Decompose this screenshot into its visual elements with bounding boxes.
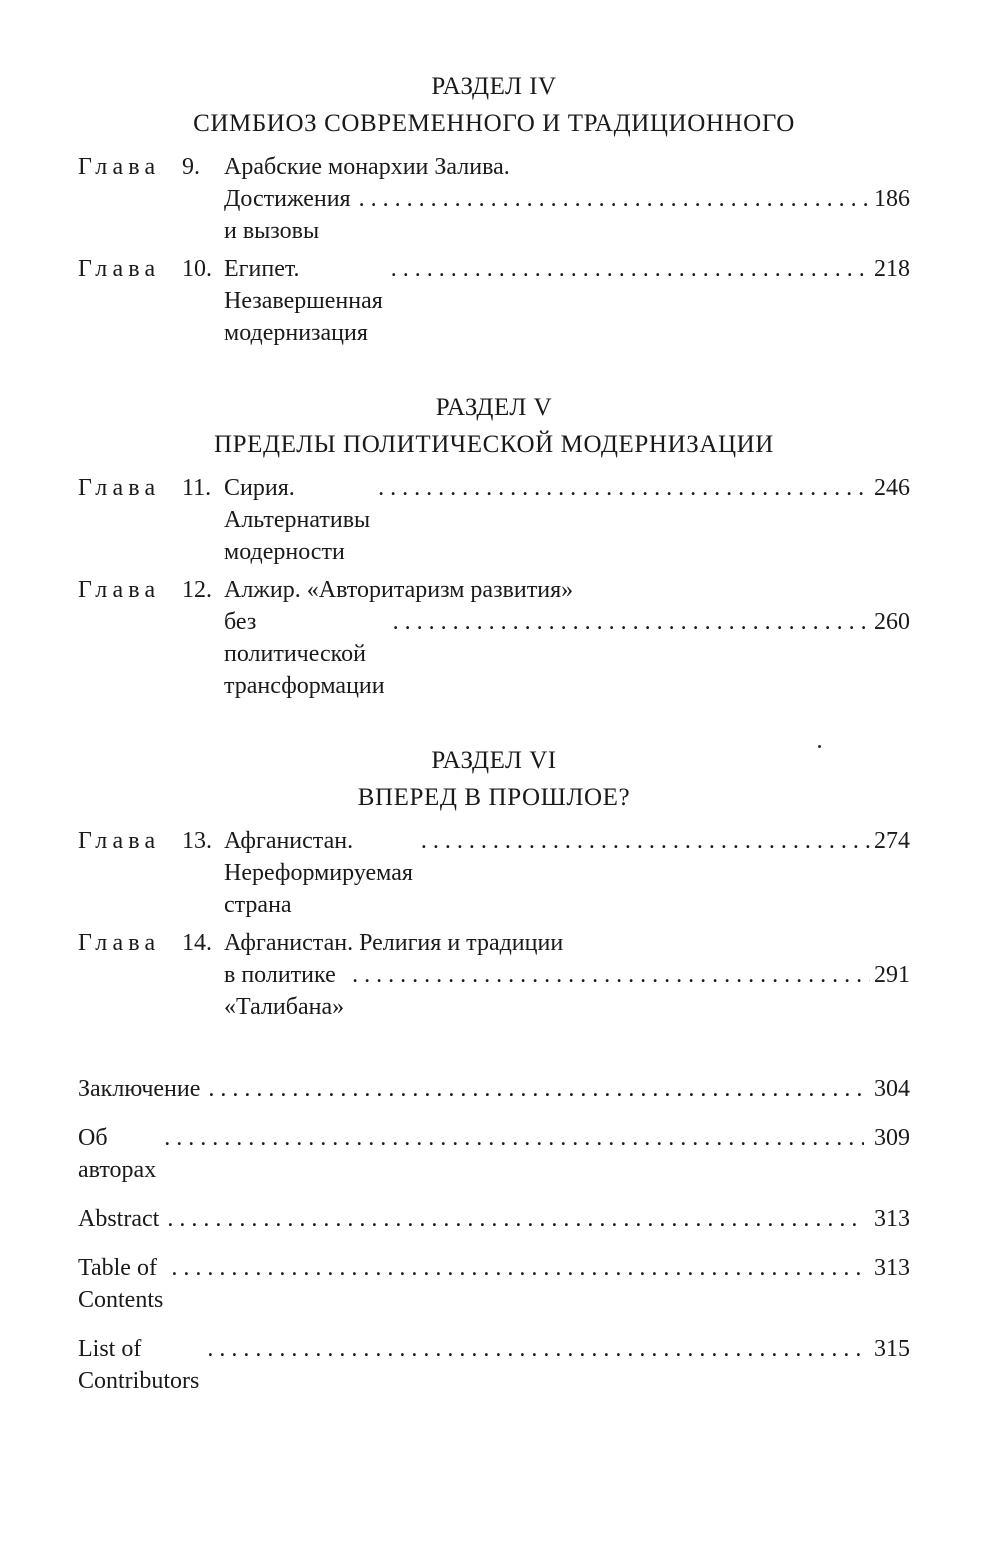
toc-chapter	[78, 472, 910, 568]
toc-section	[78, 744, 910, 1023]
section-title: ВПЕРЕД В ПРОШЛОЕ?	[357, 784, 631, 811]
back-matter-item	[78, 1203, 910, 1235]
page-number: 246	[874, 475, 910, 501]
page-number: 186	[874, 186, 910, 212]
chapter-number: 11.	[182, 475, 212, 501]
chapter-title-line: Алжир. «Авторитаризм развития»	[224, 577, 574, 603]
back-matter-item	[78, 1333, 910, 1397]
chapter-title-line: Египет. Незавершенная модернизация	[224, 256, 383, 346]
page-number: 291	[874, 962, 910, 988]
chapter-line	[224, 606, 910, 702]
page-number: 309	[874, 1125, 910, 1151]
chapter-word: Глава	[78, 930, 161, 956]
chapter-body	[224, 927, 910, 1023]
page-number: 313	[874, 1206, 910, 1232]
chapter-word: Глава	[78, 154, 161, 180]
chapter-body	[224, 472, 910, 568]
chapter-title-line: Достижения и вызовы	[224, 186, 351, 244]
chapter-word: Глава	[78, 577, 161, 603]
toc-chapter	[78, 253, 910, 349]
dot-leader	[391, 253, 870, 285]
chapter-title-line: Сирия. Альтернативы модерности	[224, 475, 371, 565]
chapter-line	[224, 253, 910, 349]
dot-leader	[167, 1203, 864, 1235]
chapter-line	[224, 927, 910, 959]
page-number: 313	[874, 1255, 910, 1281]
back-matter-item	[78, 1122, 910, 1186]
section-number: РАЗДЕЛ IV	[431, 73, 557, 100]
chapter-title-line: Афганистан. Нереформируемая страна	[224, 828, 413, 918]
back-matter-item	[78, 1073, 910, 1105]
chapter-body	[224, 253, 910, 349]
chapter-word: Глава	[78, 475, 161, 501]
back-matter-title: Заключение	[78, 1076, 201, 1102]
page-number: 304	[874, 1076, 910, 1102]
section-number: РАЗДЕЛ V	[435, 394, 553, 421]
toc-page	[78, 70, 910, 1414]
chapter-title-line: без политической трансформации	[224, 609, 385, 699]
back-matter-title: Abstract	[78, 1206, 160, 1232]
back-matter	[78, 1073, 910, 1397]
page-number: 274	[874, 828, 910, 854]
chapter-number: 14.	[182, 930, 212, 956]
page-number: 260	[874, 609, 910, 635]
chapter-number: 10.	[182, 256, 212, 282]
page-number: 218	[874, 256, 910, 282]
chapter-number: 12.	[182, 577, 212, 603]
dot-leader	[352, 959, 870, 991]
chapter-title-line: Арабские монархии Залива.	[224, 154, 510, 180]
scan-speck	[818, 745, 821, 748]
toc-section	[78, 391, 910, 702]
section-number: РАЗДЕЛ VI	[431, 747, 557, 774]
toc-chapter	[78, 574, 910, 702]
chapter-line	[224, 825, 910, 921]
chapter-line	[224, 183, 910, 247]
chapter-line	[224, 472, 910, 568]
section-title: СИМБИОЗ СОВРЕМЕННОГО И ТРАДИЦИОННОГО	[193, 110, 795, 137]
page-number: 315	[874, 1336, 910, 1362]
toc-section	[78, 70, 910, 349]
chapter-word: Глава	[78, 828, 161, 854]
dot-leader	[208, 1073, 864, 1105]
dot-leader	[378, 472, 870, 504]
back-matter-title: List of Contributors	[78, 1336, 200, 1394]
toc-chapter	[78, 825, 910, 921]
chapter-number: 13.	[182, 828, 212, 854]
section-title: ПРЕДЕЛЫ ПОЛИТИЧЕСКОЙ МОДЕРНИЗАЦИИ	[214, 431, 774, 458]
chapter-body	[224, 151, 910, 247]
back-matter-title: Table of Contents	[78, 1255, 164, 1313]
dot-leader	[359, 183, 870, 215]
chapter-body	[224, 825, 910, 921]
chapter-line	[224, 959, 910, 1023]
dot-leader	[421, 825, 870, 857]
chapter-line	[224, 151, 910, 183]
toc-chapter	[78, 927, 910, 1023]
dot-leader	[207, 1333, 864, 1365]
back-matter-item	[78, 1252, 910, 1316]
chapter-title-line: Афганистан. Религия и традиции	[224, 930, 564, 956]
chapter-line	[224, 574, 910, 606]
dot-leader	[393, 606, 870, 638]
toc-chapter	[78, 151, 910, 247]
chapter-number: 9.	[182, 154, 200, 180]
back-matter-title: Об авторах	[78, 1125, 157, 1183]
chapter-body	[224, 574, 910, 702]
dot-leader	[171, 1252, 864, 1284]
chapter-title-line: в политике «Талибана»	[224, 962, 345, 1020]
chapter-word: Глава	[78, 256, 161, 282]
dot-leader	[164, 1122, 864, 1154]
